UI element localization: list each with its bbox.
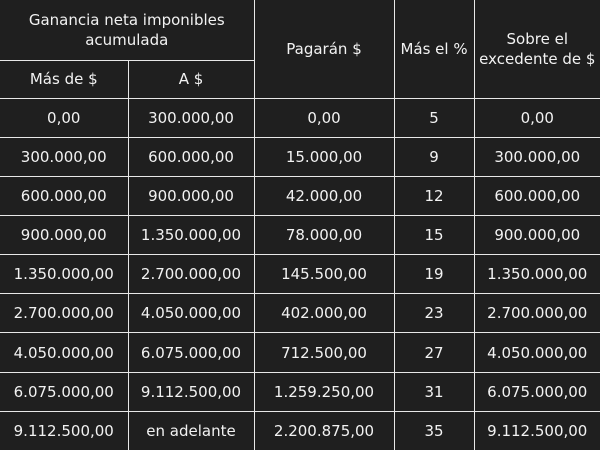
header-over-excess: Sobre el excedente de $ xyxy=(474,0,600,98)
cell-percent: 35 xyxy=(394,411,474,450)
cell-pay: 712.500,00 xyxy=(254,333,394,372)
table-row xyxy=(0,372,600,411)
cell-pay: 42.000,00 xyxy=(254,176,394,215)
cell-percent: 9 xyxy=(394,137,474,176)
table-row xyxy=(0,137,600,176)
header-net-taxable-income: Ganancia neta imponibles acumulada xyxy=(0,0,254,60)
table-row xyxy=(0,411,600,450)
cell-to: 9.112.500,00 xyxy=(128,372,254,411)
header-from: Más de $ xyxy=(0,60,128,98)
table-row xyxy=(0,176,600,215)
cell-excess: 4.050.000,00 xyxy=(474,333,600,372)
cell-pay: 402.000,00 xyxy=(254,294,394,333)
table-row xyxy=(0,215,600,254)
cell-from: 300.000,00 xyxy=(0,137,128,176)
cell-from: 600.000,00 xyxy=(0,176,128,215)
cell-to: 2.700.000,00 xyxy=(128,255,254,294)
cell-percent: 12 xyxy=(394,176,474,215)
cell-from: 900.000,00 xyxy=(0,215,128,254)
cell-percent: 27 xyxy=(394,333,474,372)
cell-percent: 15 xyxy=(394,215,474,254)
cell-pay: 145.500,00 xyxy=(254,255,394,294)
header-to: A $ xyxy=(128,60,254,98)
cell-pay: 78.000,00 xyxy=(254,215,394,254)
cell-from: 4.050.000,00 xyxy=(0,333,128,372)
cell-from: 0,00 xyxy=(0,98,128,137)
cell-pay: 2.200.875,00 xyxy=(254,411,394,450)
table-row xyxy=(0,333,600,372)
cell-percent: 19 xyxy=(394,255,474,294)
cell-from: 9.112.500,00 xyxy=(0,411,128,450)
table-row xyxy=(0,294,600,333)
cell-pay: 0,00 xyxy=(254,98,394,137)
cell-excess: 900.000,00 xyxy=(474,215,600,254)
cell-pay: 15.000,00 xyxy=(254,137,394,176)
cell-excess: 300.000,00 xyxy=(474,137,600,176)
cell-to: en adelante xyxy=(128,411,254,450)
cell-percent: 5 xyxy=(394,98,474,137)
cell-from: 6.075.000,00 xyxy=(0,372,128,411)
cell-to: 6.075.000,00 xyxy=(128,333,254,372)
cell-to: 1.350.000,00 xyxy=(128,215,254,254)
cell-to: 4.050.000,00 xyxy=(128,294,254,333)
header-plus-percent: Más el % xyxy=(394,0,474,98)
cell-to: 300.000,00 xyxy=(128,98,254,137)
cell-percent: 31 xyxy=(394,372,474,411)
cell-excess: 0,00 xyxy=(474,98,600,137)
table-row xyxy=(0,98,600,137)
cell-from: 2.700.000,00 xyxy=(0,294,128,333)
cell-percent: 23 xyxy=(394,294,474,333)
cell-to: 600.000,00 xyxy=(128,137,254,176)
cell-excess: 2.700.000,00 xyxy=(474,294,600,333)
header-pay: Pagarán $ xyxy=(254,0,394,98)
cell-from: 1.350.000,00 xyxy=(0,255,128,294)
cell-excess: 1.350.000,00 xyxy=(474,255,600,294)
table-row xyxy=(0,255,600,294)
cell-pay: 1.259.250,00 xyxy=(254,372,394,411)
cell-to: 900.000,00 xyxy=(128,176,254,215)
cell-excess: 600.000,00 xyxy=(474,176,600,215)
cell-excess: 9.112.500,00 xyxy=(474,411,600,450)
cell-excess: 6.075.000,00 xyxy=(474,372,600,411)
